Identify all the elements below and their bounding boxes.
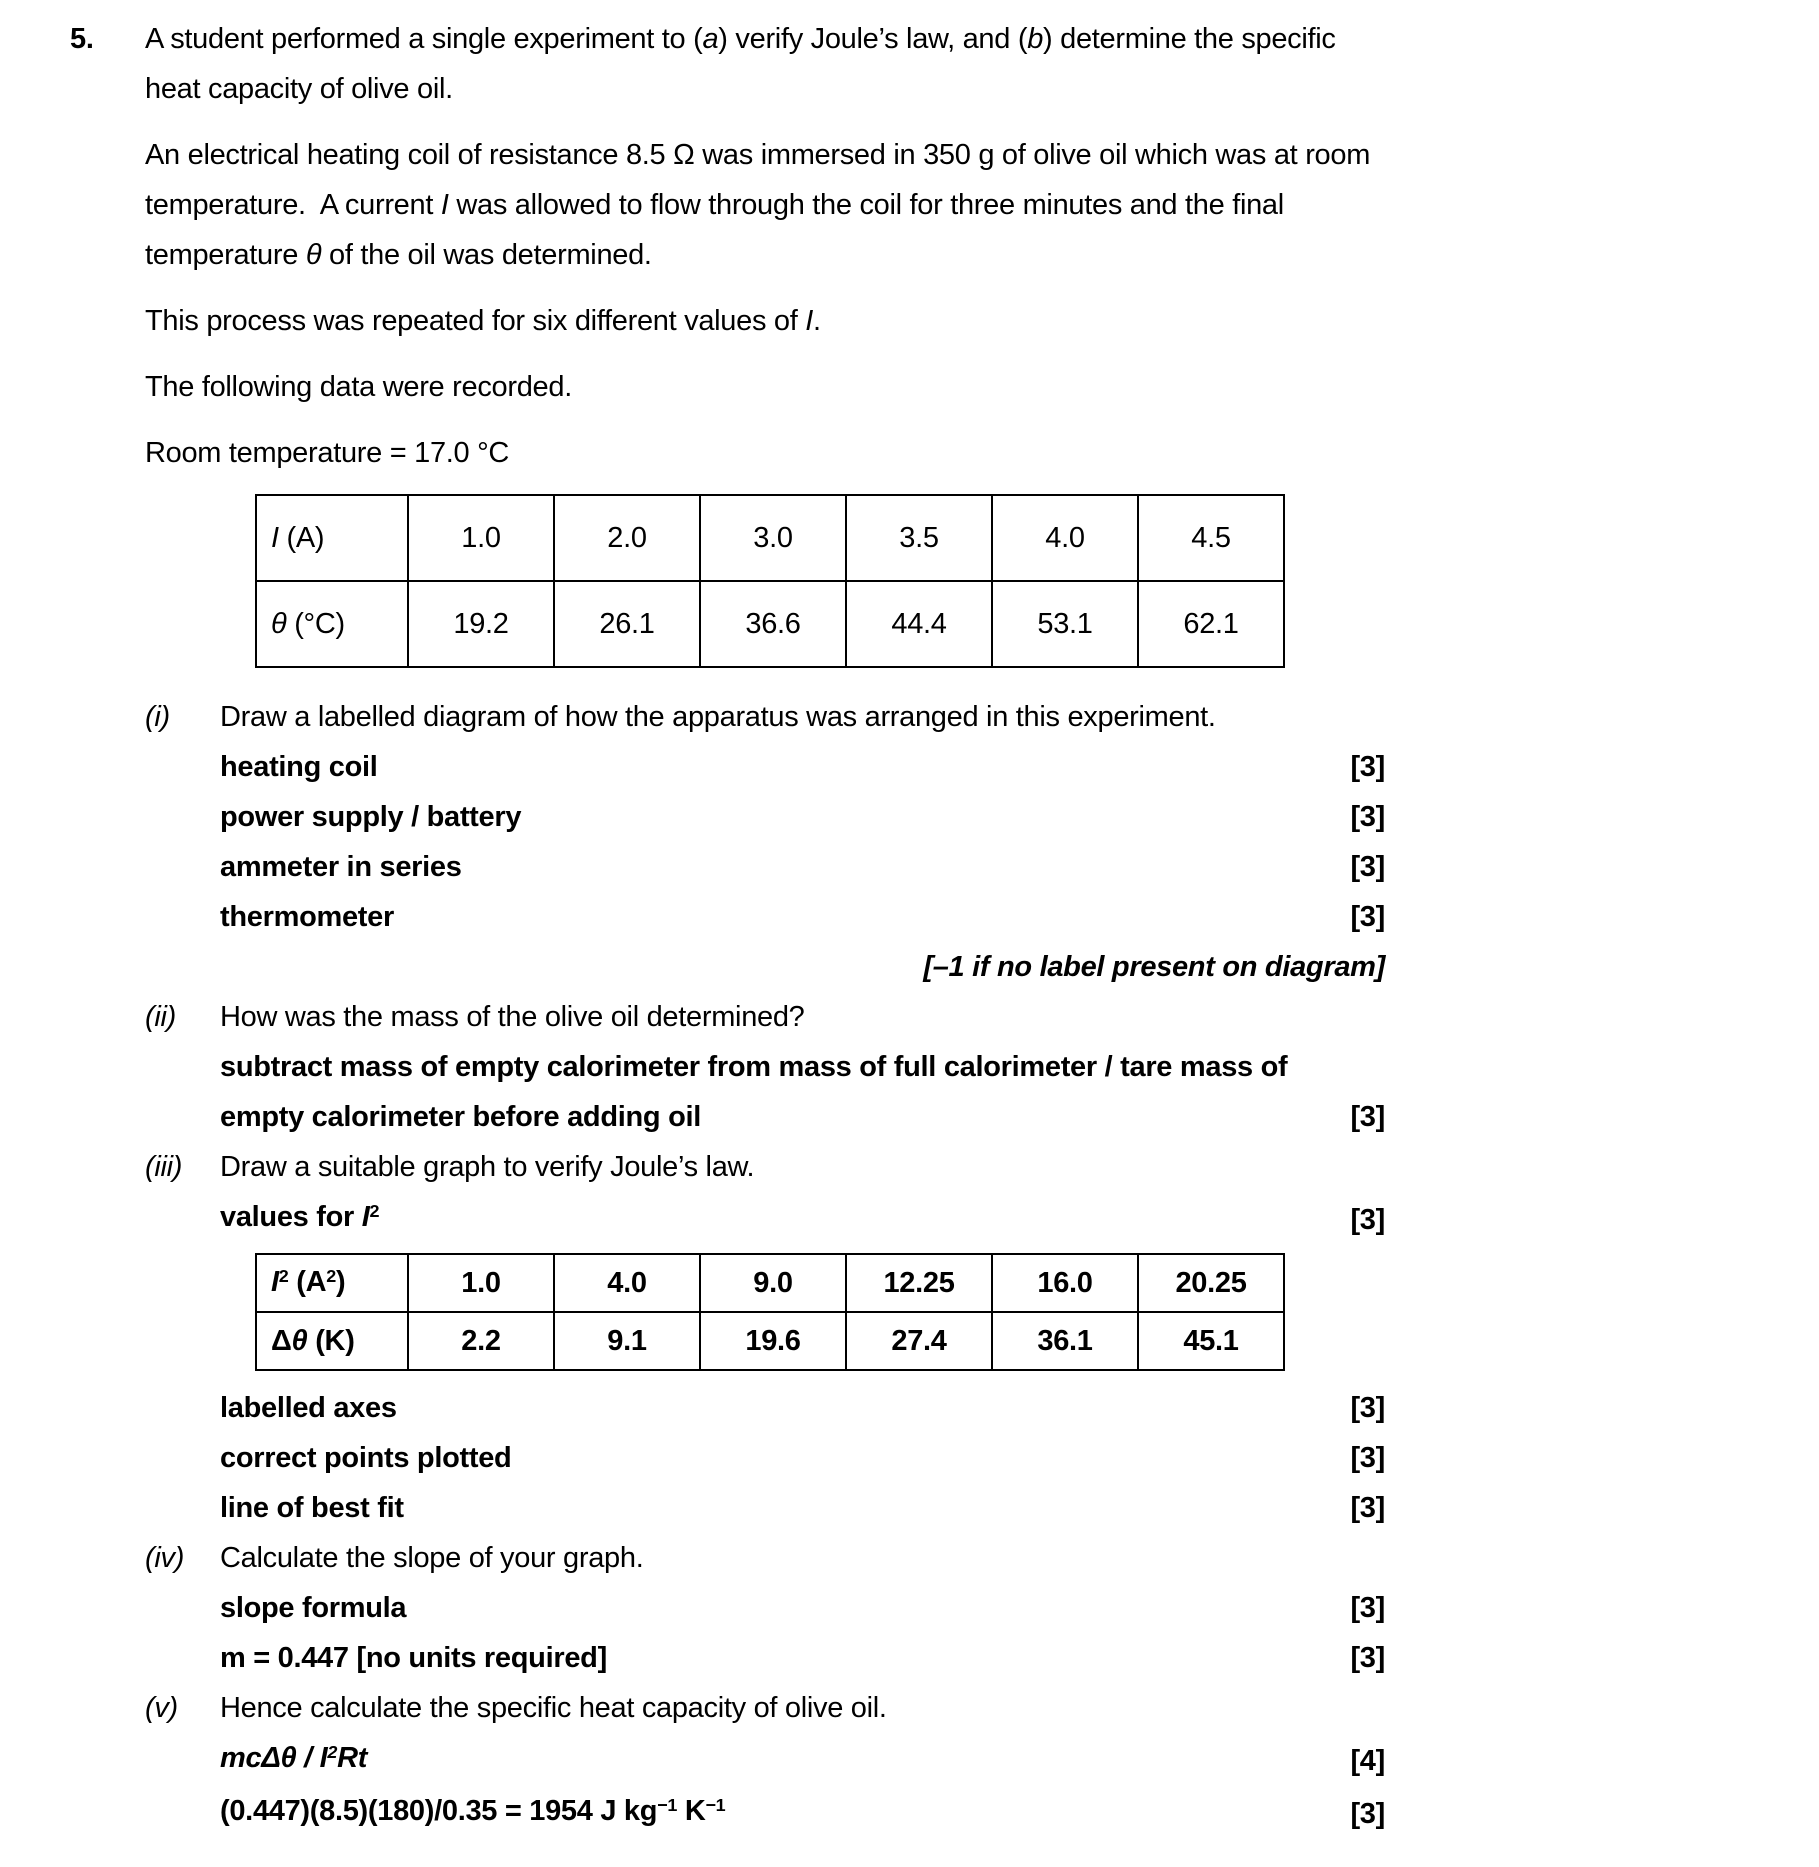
answer-line <box>220 842 1385 892</box>
table-cell: 62.1 <box>1138 581 1284 667</box>
part-iv-question: Calculate the slope of your graph. <box>220 1542 644 1574</box>
answer-text: labelled axes <box>220 1392 397 1424</box>
marks-badge: [3] <box>1350 1798 1385 1830</box>
answer-line <box>220 1733 1385 1786</box>
part-iv-label: (iv) <box>145 1542 185 1574</box>
table-cell: 1.0 <box>408 495 554 581</box>
answer-line <box>220 1433 1385 1483</box>
answer-line <box>220 1383 1385 1433</box>
part-v-body <box>220 1683 1385 1839</box>
marks-badge: [3] <box>1350 751 1385 783</box>
i-squared-table <box>255 1253 1285 1371</box>
table-cell: 19.2 <box>408 581 554 667</box>
part-ii-question: How was the mass of the olive oil determined? <box>220 1001 805 1033</box>
table-cell: 45.1 <box>1138 1312 1284 1370</box>
intro-paragraph-1: A student performed a single experiment to (a) verify Joule’s law, and (b) determine the specific heat capacity of olive oil. <box>145 23 1336 105</box>
answer-line <box>220 792 1385 842</box>
answer-line <box>220 892 1385 942</box>
answer-line <box>220 1633 1385 1683</box>
marks-badge: [3] <box>1350 1492 1385 1524</box>
part-v-label: (v) <box>145 1692 178 1724</box>
table-row-current <box>256 495 1284 581</box>
answer-text: values for $I^2$ <box>220 1201 380 1233</box>
answer-text: heating coil <box>220 751 378 783</box>
answer-line <box>220 1583 1385 1633</box>
recorded-data-table <box>255 494 1285 668</box>
intro-paragraph-3: This process was repeated for six different values of I. <box>145 305 821 337</box>
marks-badge: [3] <box>1350 1392 1385 1424</box>
row-header-temperature: θ (°C) <box>256 581 408 667</box>
answer-line <box>220 1042 1385 1142</box>
answer-text: power supply / battery <box>220 801 522 833</box>
table-cell: 26.1 <box>554 581 700 667</box>
intro-paragraph-2: An electrical heating coil of resistance 8.5 Ω was immersed in 350 g of olive oil which was at room temperature. A current I was allowed to flow through the coil for three minutes and the final temperature θ of the oil was determined. <box>145 139 1371 271</box>
table-cell: 3.5 <box>846 495 992 581</box>
table-cell: 2.2 <box>408 1312 554 1370</box>
part-v-question: Hence calculate the specific heat capacity of olive oil. <box>220 1692 887 1724</box>
table-cell: 1.0 <box>408 1254 554 1312</box>
marks-badge: [3] <box>1350 1442 1385 1474</box>
intro-paragraph-4: The following data were recorded. <box>145 371 572 403</box>
table-cell: 12.25 <box>846 1254 992 1312</box>
marks-badge: [4] <box>1350 1745 1385 1777</box>
table-cell: 27.4 <box>846 1312 992 1370</box>
answer-text: correct points plotted <box>220 1442 512 1474</box>
part-iii-body <box>220 1142 1385 1533</box>
marks-badge: [3] <box>1350 801 1385 833</box>
marks-badge: [3] <box>1350 1101 1385 1133</box>
room-temperature-line: Room temperature = 17.0 °C <box>145 437 510 469</box>
table-row-delta-theta <box>256 1312 1284 1370</box>
part-iii-label: (iii) <box>145 1151 183 1183</box>
table-row-temperature <box>256 581 1284 667</box>
table-cell: 36.6 <box>700 581 846 667</box>
question-number: 5. <box>70 23 94 55</box>
marking-note: [–1 if no label present on diagram] <box>923 951 1385 983</box>
part-ii-body <box>220 992 1385 1142</box>
table-cell: 9.0 <box>700 1254 846 1312</box>
table-cell: 2.0 <box>554 495 700 581</box>
table-cell: 16.0 <box>992 1254 1138 1312</box>
table-cell: 4.0 <box>992 495 1138 581</box>
table-cell: 19.6 <box>700 1312 846 1370</box>
marks-badge: [3] <box>1350 1642 1385 1674</box>
table-cell: 53.1 <box>992 581 1138 667</box>
answer-calculation: (0.447)(8.5)(180)/0.35 = 1954 J $kg^{-1}$ $K^{-1}$ <box>220 1795 726 1827</box>
answer-text: slope formula <box>220 1592 407 1624</box>
answer-text: ammeter in series <box>220 851 462 883</box>
answer-line <box>220 742 1385 792</box>
marks-badge: [3] <box>1350 1204 1385 1236</box>
marks-badge: [3] <box>1350 901 1385 933</box>
table-row-i-squared <box>256 1254 1284 1312</box>
part-i-question: Draw a labelled diagram of how the apparatus was arranged in this experiment. <box>220 701 1216 733</box>
answer-line <box>220 1786 1385 1839</box>
part-iii-question: Draw a suitable graph to verify Joule’s law. <box>220 1151 755 1183</box>
table-cell: 4.5 <box>1138 495 1284 581</box>
part-v <box>145 1683 1385 1839</box>
part-iv <box>145 1533 1385 1683</box>
table-cell: 44.4 <box>846 581 992 667</box>
part-i <box>145 692 1385 992</box>
answer-formula: mcΔθ / $I^2Rt$ <box>220 1742 368 1774</box>
row-header-current: I (A) <box>256 495 408 581</box>
answer-text: subtract mass of empty calorimeter from mass of full calorimeter / tare mass of empty calorimeter before adding oil <box>220 1051 1288 1133</box>
question-5 <box>70 14 1385 1839</box>
part-iv-body <box>220 1533 1385 1683</box>
part-ii-label: (ii) <box>145 1001 177 1033</box>
answer-line <box>220 1483 1385 1533</box>
answer-text: line of best fit <box>220 1492 404 1524</box>
part-i-body <box>220 692 1385 992</box>
question-body <box>145 14 1385 1839</box>
table-cell: 9.1 <box>554 1312 700 1370</box>
marks-badge: [3] <box>1350 1592 1385 1624</box>
marks-badge: [3] <box>1350 851 1385 883</box>
answer-line <box>220 1192 1385 1245</box>
row-header-i-squared: $I^2$ $(A^2)$ <box>256 1254 408 1312</box>
table-cell: 36.1 <box>992 1312 1138 1370</box>
answer-text: thermometer <box>220 901 394 933</box>
row-header-delta-theta: Δθ (K) <box>256 1312 408 1370</box>
part-ii <box>145 992 1385 1142</box>
table-cell: 4.0 <box>554 1254 700 1312</box>
answer-text: m = 0.447 [no units required] <box>220 1642 607 1674</box>
part-iii <box>145 1142 1385 1533</box>
table-cell: 3.0 <box>700 495 846 581</box>
table-cell: 20.25 <box>1138 1254 1284 1312</box>
part-i-label: (i) <box>145 701 170 733</box>
